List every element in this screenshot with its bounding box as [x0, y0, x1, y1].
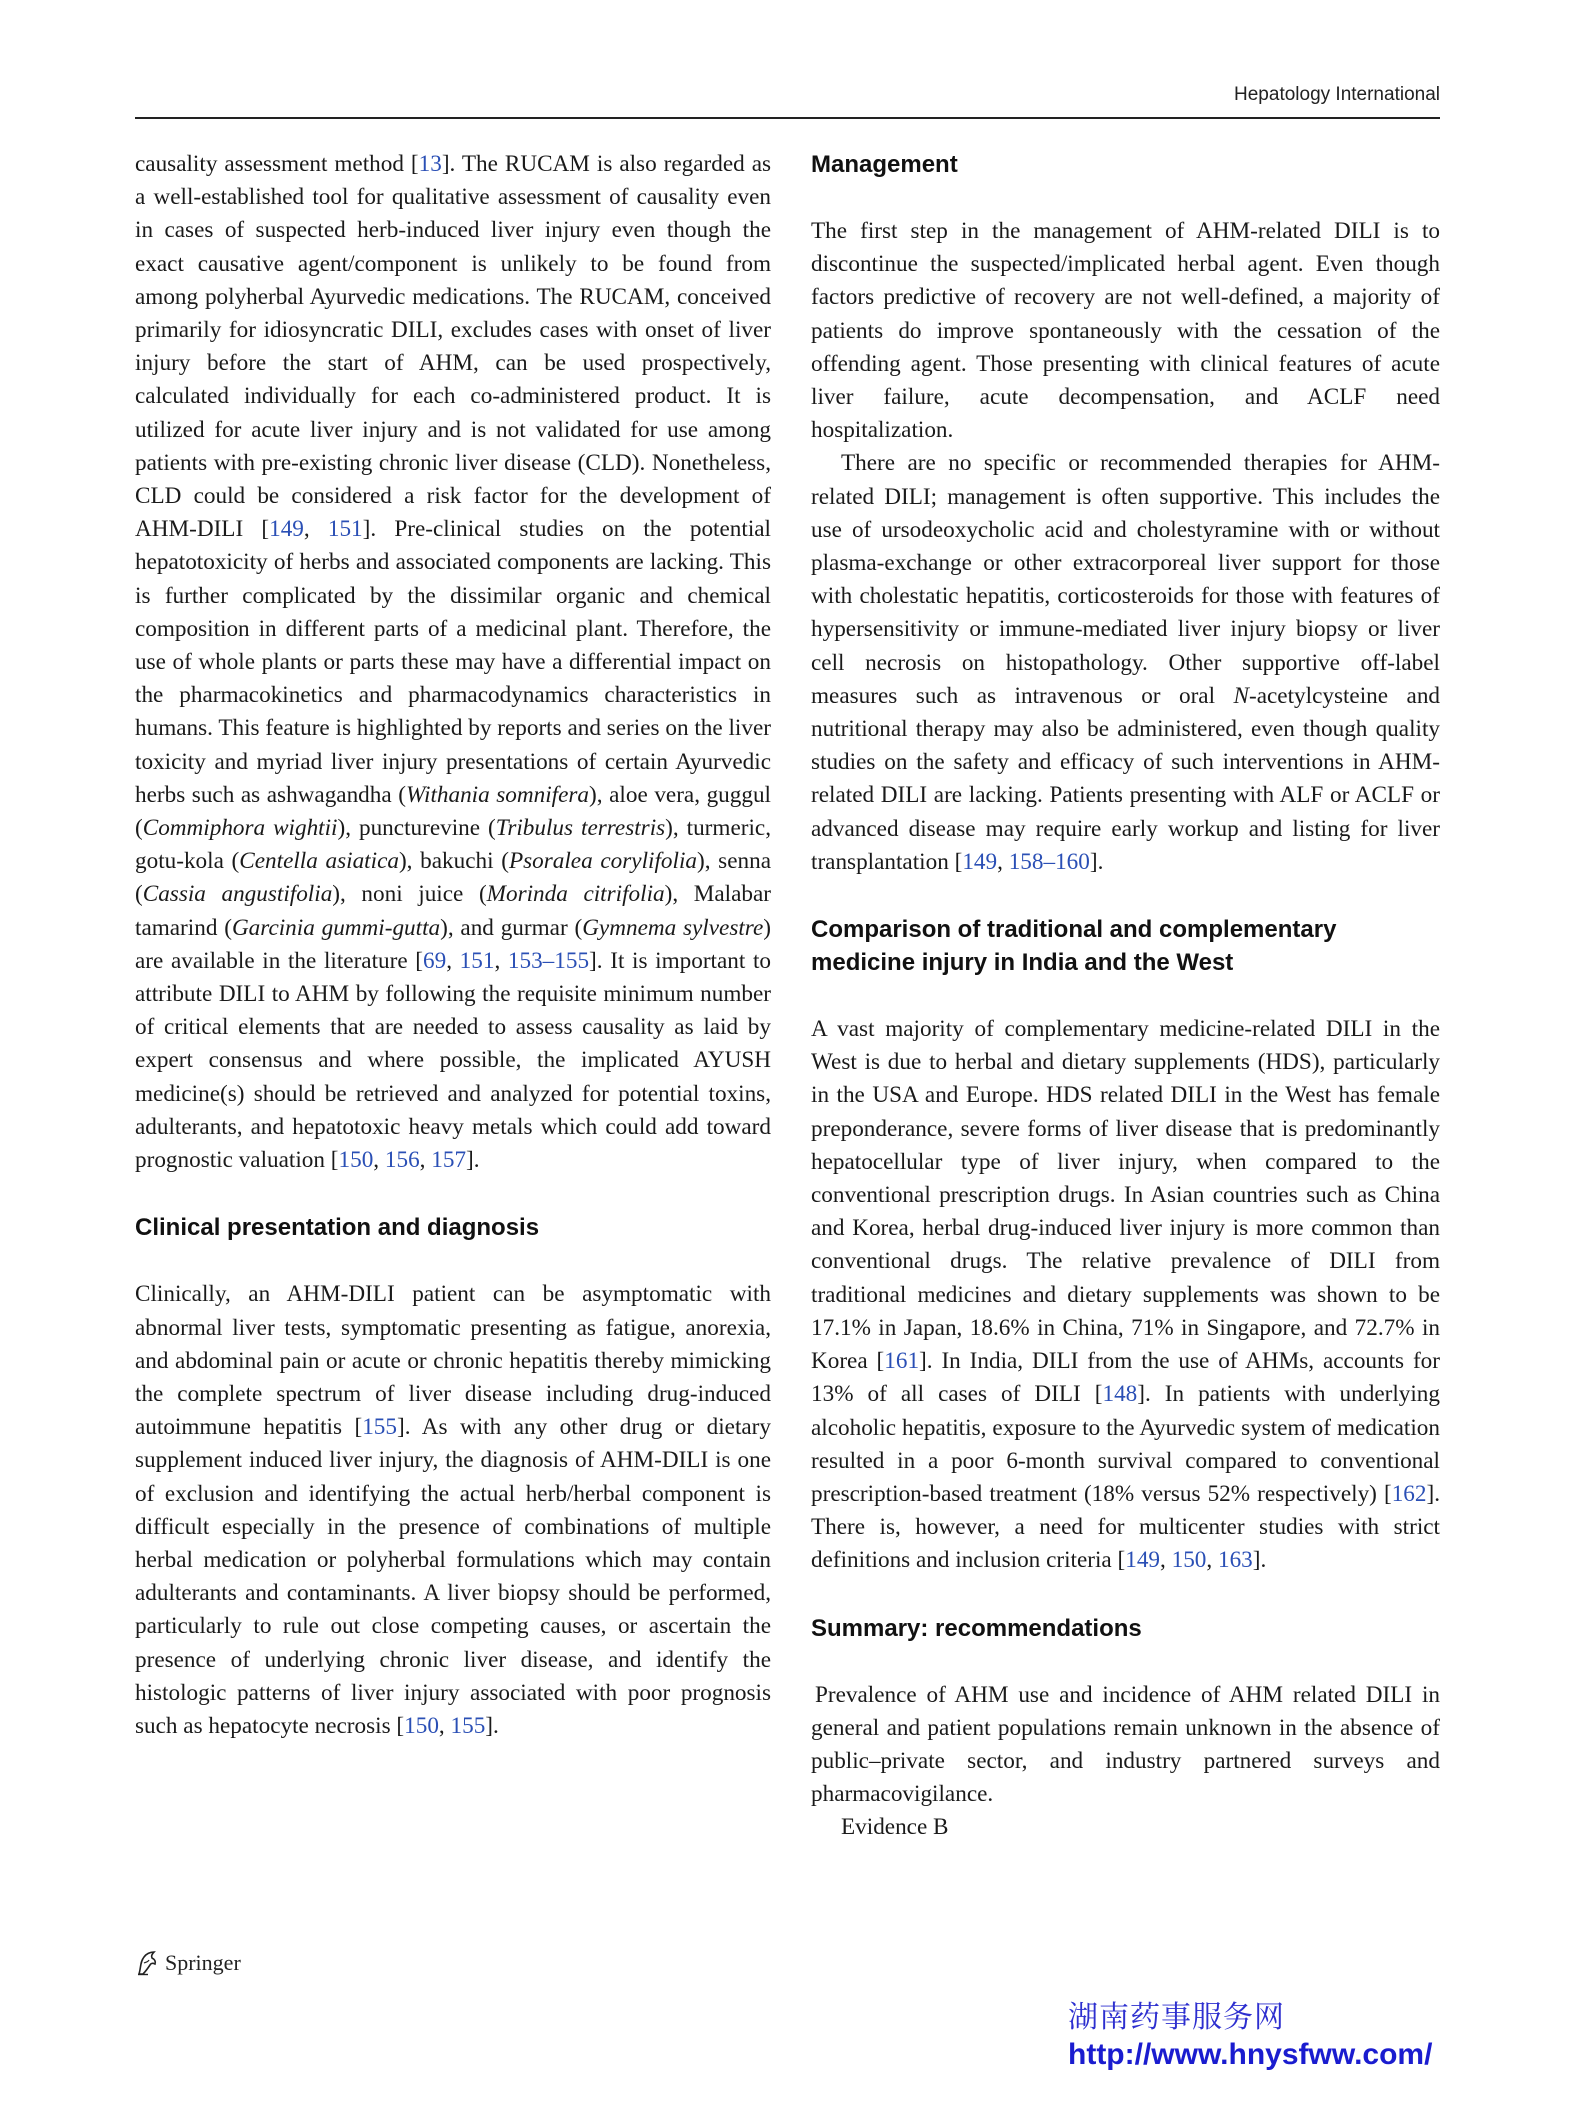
right-column — [811, 148, 1440, 1845]
species-name: Garcinia gummi-gutta — [231, 914, 441, 941]
citation-link[interactable]: 157 — [431, 1147, 467, 1174]
species-name: Centella asiatica — [239, 848, 399, 875]
springer-horse-icon — [135, 1950, 159, 1976]
species-name: Morinda citrifolia — [486, 881, 665, 908]
citation-link[interactable]: 150 — [338, 1147, 374, 1174]
citation-link[interactable]: 163 — [1217, 1547, 1253, 1574]
publisher-name: Springer — [165, 1950, 241, 1975]
species-name: Tribulus terrestris — [495, 815, 666, 842]
citation-link[interactable]: 155 — [450, 1712, 486, 1739]
species-name: Withania somnifera — [405, 781, 590, 808]
citation-link[interactable]: 150 — [1171, 1547, 1207, 1574]
heading-clinical-presentation: Clinical presentation and diagnosis — [135, 1214, 540, 1242]
species-name: Gymnema sylvestre — [582, 914, 764, 941]
paragraph-management-1: The first step in the management of AHM-related DILI is to discontinue the suspected/implicated herbal agent. Even though factors predictive of recovery are not well-defined, a majority of patients do improve spontaneously with the cessation of the offending agent. Those presenting with clinical features of acute liver failure, acute decompensation, and ACLF need hospitalization. — [811, 218, 1440, 444]
publisher-logo — [135, 1950, 241, 1976]
watermark — [1068, 1992, 1432, 2072]
citation-link[interactable]: 150 — [404, 1712, 439, 1739]
citation-link[interactable]: 156 — [384, 1147, 420, 1174]
citation-link[interactable]: 162 — [1391, 1480, 1427, 1507]
left-column — [135, 148, 771, 1743]
species-name: N — [1233, 682, 1249, 709]
citation-link[interactable]: 151 — [327, 516, 363, 543]
species-name: Cassia angustifolia — [142, 881, 333, 908]
running-head: Hepatology International — [1234, 84, 1440, 105]
species-name: Commiphora wightii — [142, 815, 338, 842]
citation-link[interactable]: 155 — [362, 1414, 397, 1441]
paragraph-comparison: A vast majority of complementary medicine-related DILI in the West is due to herbal and dietary supplements (HDS), particularly in the USA and Europe. HDS related DILI in the West has female preponderance, severe forms of liver disease that is predominantly hepatocellular type of liver injury, when compared to the conventional prescription drugs. In Asian countries such as China and Korea, herbal drug-induced liver injury is more common than conventional drugs. The relative prevalence of DILI from traditional medicines and dietary supplements was shown to be 17.1% in Japan, 18.6% in China, 71% in Singapore, and 72.7% in Korea [161]. In India, DILI from the use of AHMs, accounts for 13% of all cases of DILI [148]. In patients with underlying alcoholic hepatitis, exposure to the Ayurvedic system of medication resulted in a poor 6-month survival compared to conventional prescription-based treatment (18% versus 52% respectively) [162]. There is, however, a need for multicenter studies with strict definitions and inclusion criteria [149, 150, 163]. — [811, 1016, 1440, 1574]
citation-link[interactable]: 13 — [418, 151, 442, 177]
watermark-url[interactable]: http://www.hnysfww.com/ — [1068, 2038, 1433, 2071]
citation-link[interactable]: 149 — [962, 848, 998, 875]
citation-link[interactable]: 158–160 — [1008, 848, 1090, 875]
citation-link[interactable]: 69 — [423, 947, 447, 974]
heading-summary: Summary: recommendations — [811, 1614, 1142, 1642]
paragraph-summary: Prevalence of AHM use and incidence of AHM related DILI in general and patient populations remain unknown in the absence of public–private sector, and industry partnered surveys and pharmacovigilance. — [811, 1681, 1440, 1808]
citation-link[interactable]: 149 — [1125, 1547, 1161, 1574]
watermark-chinese: 湖南药事服务网 — [1068, 2000, 1285, 2035]
paragraph-management-2: There are no specific or recommended therapies for AHM-related DILI; management is often supportive. This includes the use of ursodeoxycholic acid and cholestyramine with or without plasma-exchange or other extracorporeal liver support for those with cholestatic hepatitis, corticosteroids for those with features of hypersensitivity or immune-mediated liver injury biopsy or liver cell necrosis on histopathology. Other supportive off-label measures such as intravenous or oral N-acetylcysteine and nutritional therapy may also be administered, even though quality studies on the safety and efficacy of such interventions in AHM-related DILI are lacking. Patients presenting with ALF or ACLF or advanced disease may require early workup and listing for liver transplantation [149, 158–160]. — [811, 450, 1441, 875]
citation-link[interactable]: 161 — [884, 1348, 920, 1375]
paragraph-causality: causality assessment method [13]. The RUCAM is also regarded as a well-established tool for qualitative assessment of causality even in cases of suspected herb-induced liver injury even though the exact causative agent/component is unlikely to be found from among polyherbal Ayurvedic medications. The RUCAM, conceived primarily for idiosyncratic DILI, excludes cases with onset of liver injury before the start of AHM, can be used prospectively, calculated individually for each co-administered product. It is utilized for acute liver injury and is not validated for use among patients with pre-existing chronic liver disease (CLD). Nonetheless, CLD could be considered a risk factor for the development of AHM-DILI [149, 151]. Pre-clinical studies on the potential hepatotoxicity of herbs and associated components are lacking. This is further complicated by the dissimilar organic and chemical composition in different parts of a medicinal plant. Therefore, the use of whole plants or parts these may have a differential impact on the pharmacokinetics and pharmacodynamics characteristics in humans. This feature is highlighted by reports and series on the liver toxicity and myriad liver injury presentations of certain Ayurvedic herbs such as ashwagandha (Withania somnifera), aloe vera, guggul (Commiphora wightii), puncturevine (Tribulus terrestris), turmeric, gotu-kola (Centella asiatica), bakuchi (Psoralea corylifolia), senna (Cassia angustifolia), noni juice (Morinda citrifolia), Malabar tamarind (Garcinia gummi-gutta), and gurmar (Gymnema sylvestre) are available in the literature [69, 151, 153–155]. It is important to attribute DILI to AHM by following the requisite minimum number of critical elements that are needed to assess causality as laid by expert consensus and where possible, the implicated AYUSH medicine(s) should be retrieved and analyzed for potential toxins, adulterants, and hepatotoxic heavy metals which could add toward prognostic valuation [150, 156, 157]. — [135, 151, 772, 1174]
evidence-level: Evidence B — [841, 1814, 949, 1841]
paragraph-clinical: Clinically, an AHM-DILI patient can be asymptomatic with abnormal liver tests, symptomatic presenting as fatigue, anorexia, and abdominal pain or acute or chronic hepatitis thereby mimicking the complete spectrum of liver disease including drug-induced autoimmune hepatitis [155]. As with any other drug or dietary supplement induced liver injury, the diagnosis of AHM-DILI is one of exclusion and identifying the actual herb/herbal component is difficult especially in the presence of combinations of multiple herbal medication or polyherbal formulations which may contain adulterants and contaminants. A liver biopsy should be performed, particularly to rule out close competing causes, or ascertain the presence of underlying chronic liver disease, and identify the histologic patterns of liver injury associated with poor prognosis such as hepatocyte necrosis [150, 155]. — [135, 1281, 771, 1739]
citation-link[interactable]: 153–155 — [507, 947, 590, 974]
citation-link[interactable]: 149 — [269, 516, 304, 543]
species-name: Psoralea corylifolia — [508, 848, 697, 875]
citation-link[interactable]: 151 — [459, 947, 495, 974]
header-rule — [135, 117, 1440, 119]
heading-comparison: Comparison of traditional and complementary medicine injury in India and the West — [811, 916, 1337, 977]
heading-management: Management — [811, 151, 958, 178]
citation-link[interactable]: 148 — [1102, 1381, 1138, 1408]
